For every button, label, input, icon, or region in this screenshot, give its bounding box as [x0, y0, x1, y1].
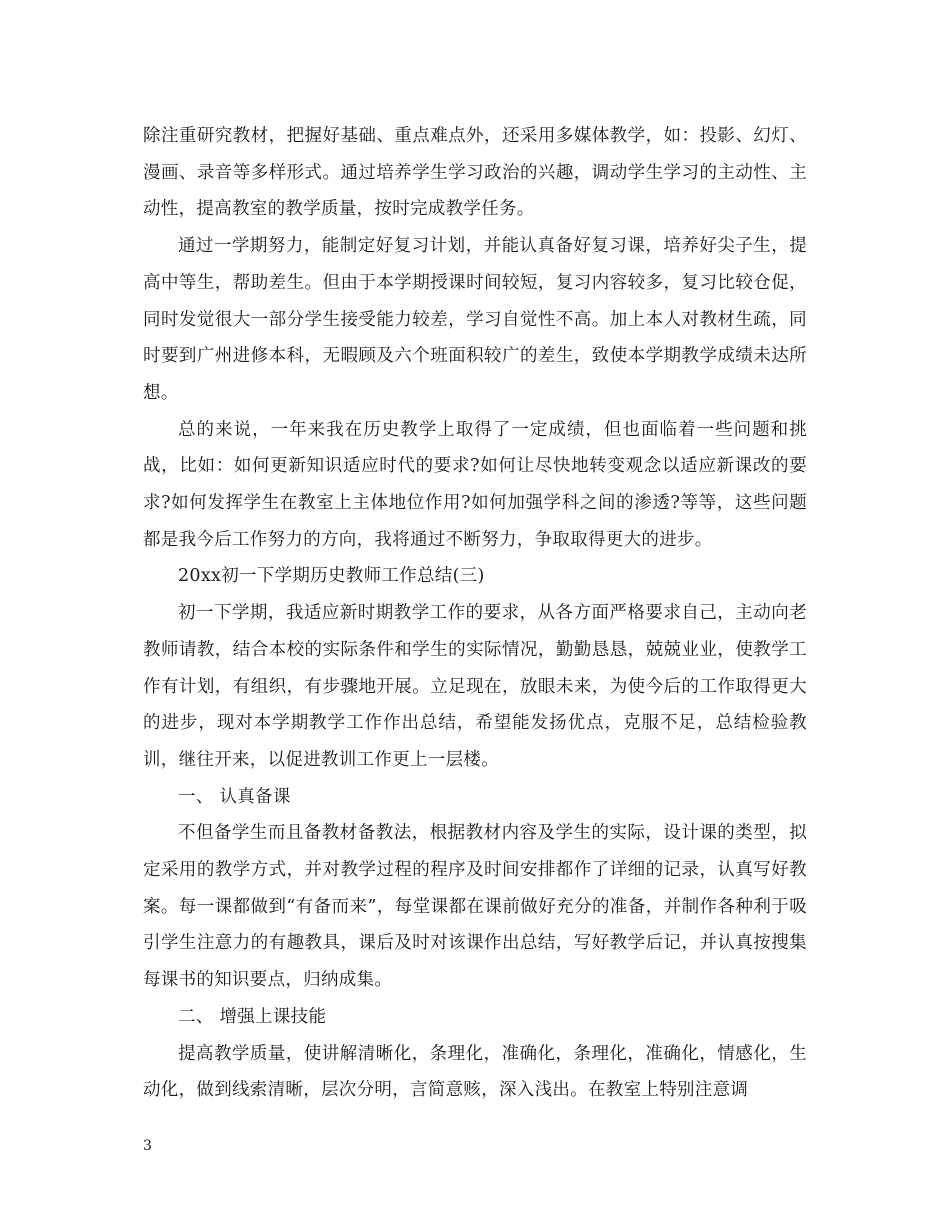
paragraph-teaching-skills: 提高教学质量，使讲解清晰化，条理化，准确化，条理化，准确化，情感化，生动化，做到线索清晰，层次分明，言简意赅，深入浅出。在教室上特别注意调 — [143, 1043, 807, 1101]
document-body — [143, 118, 807, 1109]
paragraph-review-plan: 通过一学期努力，能制定好复习计划，并能认真备好复习课，培养好尖子生，提高中等生，帮助差生。但由于本学期授课时间较短，复习内容较多，复习比较仓促，同时发觉很大一部分学生接受能力较差，学习自觉性不高。加上本人对教材生疏，同时要到广州进修本科，无暇顾及六个班面积较广的差生，致使本学期教学成绩未达所想。 — [143, 236, 807, 403]
paragraph-continuation: 除注重研究教材，把握好基础、重点难点外，还采用多媒体教学，如：投影、幻灯、漫画、录音等多样形式。通过培养学生学习政治的兴趣，调动学生学习的主动性、主动性，提高教室的教学质量，按时完成教学任务。 — [143, 126, 807, 220]
heading-lesson-prep: 一、 认真备课 — [178, 786, 291, 807]
paragraph-intro: 初一下学期，我适应新时期教学工作的要求，从各方面严格要求自己，主动向老教师请教，结合本校的实际条件和学生的实际情况，勤勤恳恳，兢兢业业，使教学工作有计划，有组织，有步骤地开展。立足现在，放眼未来，为使今后的工作取得更大的进步，现对本学期教学工作作出总结，希望能发扬优点，克服不足，总结检验教训，继往开来，以促进教训工作更上一层楼。 — [143, 603, 807, 770]
paragraph-summary: 总的来说，一年来我在历史教学上取得了一定成绩，但也面临着一些问题和挑战，比如：如何更新知识适应时代的要求?如何让尽快地转变观念以适应新课改的要求?如何发挥学生在教室上主体地位作用?如何加强学科之间的渗透?等等，这些问题都是我今后工作努力的方向，我将通过不断努力，争取取得更大的进步。 — [143, 419, 807, 550]
heading-teaching-skills: 二、 增强上课技能 — [178, 1006, 327, 1027]
page-number: 3 — [143, 1138, 152, 1154]
section-title: 20xx初一下学期历史教师工作总结(三) — [178, 566, 485, 587]
paragraph-lesson-prep: 不但备学生而且备教材备教法，根据教材内容及学生的实际，设计课的类型，拟定采用的教学方式，并对教学过程的程序及时间安排都作了详细的记录，认真写好教案。每一课都做到“有备而来”，每堂课都在课前做好充分的准备，并制作各种利于吸引学生注意力的有趣教具，课后及时对该课作出总结，写好教学后记，并认真按搜集每课书的知识要点，归纳成集。 — [143, 823, 807, 991]
